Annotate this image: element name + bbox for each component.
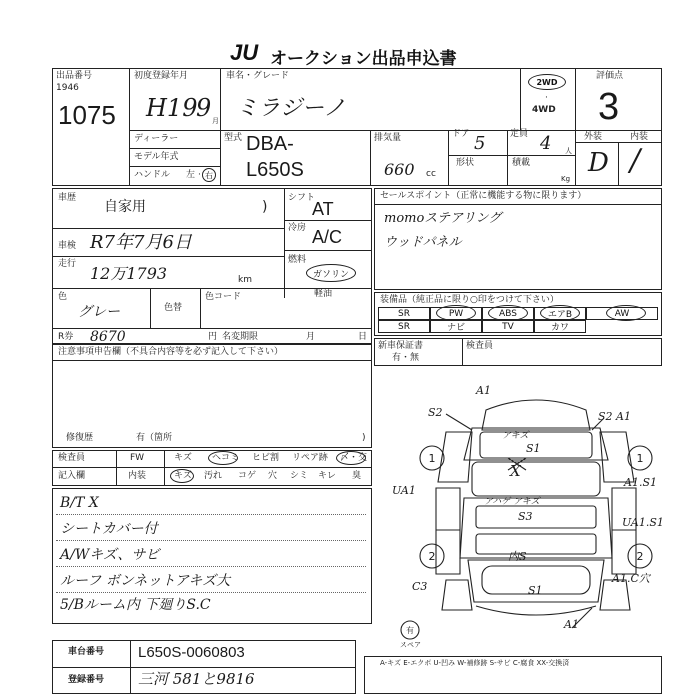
recycle-label: R券 <box>58 332 74 342</box>
check-label-1: 検査員 <box>58 453 86 463</box>
displacement-label: 排気量 <box>374 133 402 143</box>
capacity-label: 定員 <box>510 129 529 139</box>
check-label-2: 記入欄 <box>58 471 86 481</box>
drive-4wd: 4WD <box>532 105 556 115</box>
diagram-label-1: S2 <box>428 406 443 419</box>
sales-line-2: ウッドパネル <box>384 235 462 250</box>
row2-item-0: キズ <box>174 471 192 481</box>
door-value: 5 <box>474 133 486 154</box>
equipment-label: 装備品（純正品に限り○印をつけて下さい） <box>380 295 559 305</box>
equip-aw: AW <box>586 307 658 320</box>
handle-label: ハンドル <box>134 170 171 180</box>
use-value: 自家用 <box>104 199 146 215</box>
inspect-note-label: 検査員 <box>466 341 494 351</box>
remark-line-5: 5/Bルーム内 下廻りS.C <box>60 597 211 613</box>
capacity-unit: 人 <box>565 147 572 155</box>
diagram-label-8: A1.S1 <box>624 476 657 489</box>
aw-circle <box>606 305 646 321</box>
repair-label: 修復歴 <box>66 433 94 443</box>
month-unit: 月 <box>212 117 219 125</box>
mileage-label: 走行 <box>58 259 77 269</box>
row1-item-1: ヘコミ <box>212 453 240 463</box>
row2-item-1: 汚れ <box>204 471 223 481</box>
type-value: DBA- <box>246 133 294 155</box>
diagram-label-12: C3 <box>412 580 428 593</box>
top-section <box>52 68 662 186</box>
sales-line-1: momoステアリング <box>384 211 502 226</box>
score-value: 3 <box>598 86 620 128</box>
handle-sep: · <box>198 170 201 180</box>
remark-line-1: B/T X <box>60 495 99 511</box>
month-value: 9 <box>196 94 212 122</box>
car-diagram <box>376 370 692 649</box>
row2-item-3: 穴 <box>268 471 278 481</box>
diagram-label-14: S1 <box>528 584 543 597</box>
tire-mark-2: 2 <box>428 550 436 563</box>
type-label: 型式 <box>224 133 243 143</box>
chassis-num-value: L650S-0060803 <box>138 644 245 661</box>
displacement-unit: cc <box>426 169 436 179</box>
lot-number: 1075 <box>58 100 116 130</box>
new-car-value: 有・無 <box>392 353 420 363</box>
fuel-value: ガソリン <box>306 264 356 282</box>
row2-item-4: シミ <box>290 471 309 481</box>
diagram-label-3: アキズ <box>502 431 529 441</box>
notes-label: 注意事項申告欄（不具合内容等を必ず記入して下さい） <box>58 347 284 357</box>
color-code-label: 色コード <box>205 292 242 302</box>
mileage-unit: km <box>238 275 252 285</box>
remark-line-4: ルーフ ボンネットアキズ大 <box>60 573 231 589</box>
model-label: 車名・グレード <box>226 71 290 81</box>
lot-label: 出品番号 <box>56 71 93 81</box>
sales-label: セールスポイント（正常に機能する物に限ります） <box>380 191 587 201</box>
color-num-label: 色替 <box>164 303 183 313</box>
row1-item-3: リペア跡 <box>292 453 328 463</box>
equip-navi: ナビ <box>430 320 482 333</box>
diagram-label-9: S3 <box>518 510 533 523</box>
mileage-value: 12万1793 <box>90 264 168 283</box>
transfer-unit: 月 <box>306 332 316 342</box>
lot-sub: 1946 <box>56 83 79 93</box>
tire-mark-3: 2 <box>636 550 644 563</box>
airbag-circle <box>540 305 580 321</box>
fuel-label: 燃料 <box>288 255 307 265</box>
use-bracket: ) <box>262 199 268 215</box>
equip-sr2: SR <box>378 320 430 333</box>
reg-value: 三河 581と9816 <box>138 670 255 688</box>
chassis-value: L650S <box>246 159 304 181</box>
interior-label: 内装 <box>630 132 649 142</box>
shift-value: AT <box>312 199 334 219</box>
handle-left: 左 <box>186 170 196 180</box>
legend-text: A-キズ E-エクボ U-凹み W-補修跡 S-サビ C-腐食 XX-交換済 <box>380 659 570 667</box>
row2-item-6: 臭 <box>352 471 362 481</box>
year-value: H19 <box>146 94 198 122</box>
row1-item-4: 〆・交 <box>340 453 368 463</box>
transfer-label: 名変期限 <box>222 332 259 342</box>
year-label: 初度登録年月 <box>134 71 189 81</box>
form-header <box>230 40 490 69</box>
shape-label: 形状 <box>456 158 475 168</box>
row1-circle-4 <box>336 451 366 465</box>
diagram-label-5: X <box>510 462 521 480</box>
row2-circle-0 <box>170 469 194 483</box>
equip-pw: PW <box>430 307 482 320</box>
new-car-label: 新車保証書 <box>378 341 424 351</box>
interior-value: / <box>630 143 641 178</box>
row1-item-2: ヒビ割 <box>252 453 280 463</box>
equip-airbag: エアB <box>534 307 586 320</box>
aircon-value: A/C <box>312 227 343 247</box>
diagram-label-0: A1 <box>476 384 491 397</box>
aircon-label: 冷房 <box>288 223 307 233</box>
diagram-label-15: A1 <box>564 618 579 631</box>
tire-mark-0: 1 <box>428 452 436 465</box>
door-label: ドア <box>452 129 470 139</box>
displacement-value: 660 <box>384 160 415 179</box>
car-outline-svg <box>376 370 692 640</box>
equip-abs: ABS <box>482 307 534 320</box>
diagram-label-4: S1 <box>526 442 541 455</box>
diagram-label-11: 内S <box>508 550 527 563</box>
remark-line-3: A/Wキズ、サビ <box>60 547 160 563</box>
exterior-label: 外装 <box>584 132 603 142</box>
day-unit: 日 <box>358 332 368 342</box>
spare-label: スペア <box>400 641 421 649</box>
row2-head: 内装 <box>128 471 147 481</box>
exterior-value: D <box>588 148 609 178</box>
repair-value: 有（箇所 <box>136 433 173 443</box>
score-label: 評価点 <box>596 71 624 81</box>
drive-sep: · <box>545 93 548 103</box>
spare-mark: 有 <box>406 626 414 635</box>
row2-item-2: コゲ <box>238 471 257 481</box>
drive-2wd: 2WD <box>528 74 566 90</box>
shift-label: シフト <box>288 193 316 203</box>
equip-sr: SR <box>378 307 430 320</box>
repair-bracket: ) <box>362 433 366 443</box>
recycle-value: 8670 <box>90 329 126 345</box>
dealer-label: ディーラー <box>134 134 179 144</box>
color-value: グレー <box>78 304 120 320</box>
tire-mark-1: 1 <box>636 452 644 465</box>
row1-item-0: キズ <box>174 453 192 463</box>
fuel2-label: 軽油 <box>314 289 333 299</box>
model-year-label: モデル年式 <box>134 152 179 162</box>
weight-unit: Kg <box>561 175 571 183</box>
diagram-label-10: UA1.S1 <box>622 516 664 529</box>
reg-label: 登録番号 <box>68 675 105 685</box>
row1-head: FW <box>130 453 145 463</box>
use-label: 車歴 <box>58 193 77 203</box>
remark-line-2: シートカバー付 <box>60 521 158 537</box>
form-title: オークション出品申込書 <box>270 49 457 69</box>
inspection-label: 車検 <box>58 241 77 251</box>
equip-tv: TV <box>482 320 534 333</box>
diagram-label-13: A1.C穴 <box>612 572 650 585</box>
capacity-value: 4 <box>540 133 552 154</box>
row1-circle-1 <box>208 451 238 465</box>
handle-right: 右 <box>202 168 216 182</box>
equip-leather: カワ <box>534 320 586 333</box>
recycle-unit: 円 <box>208 332 218 342</box>
model-value: ミラジーノ <box>236 96 346 121</box>
diagram-label-6: アハゲ アキズ <box>484 497 540 507</box>
color-label: 色 <box>58 292 68 302</box>
inspection-value: R7年7月6日 <box>90 232 192 253</box>
abs-circle <box>488 305 528 321</box>
chassis-num-label: 車台番号 <box>68 647 105 657</box>
pw-circle <box>436 305 476 321</box>
diagram-label-2: S2 A1 <box>598 410 631 423</box>
row2-item-5: キレ <box>318 471 336 481</box>
ju-logo: JU <box>230 40 259 65</box>
diagram-label-7: UA1 <box>392 484 416 497</box>
weight-label: 積載 <box>512 158 531 168</box>
